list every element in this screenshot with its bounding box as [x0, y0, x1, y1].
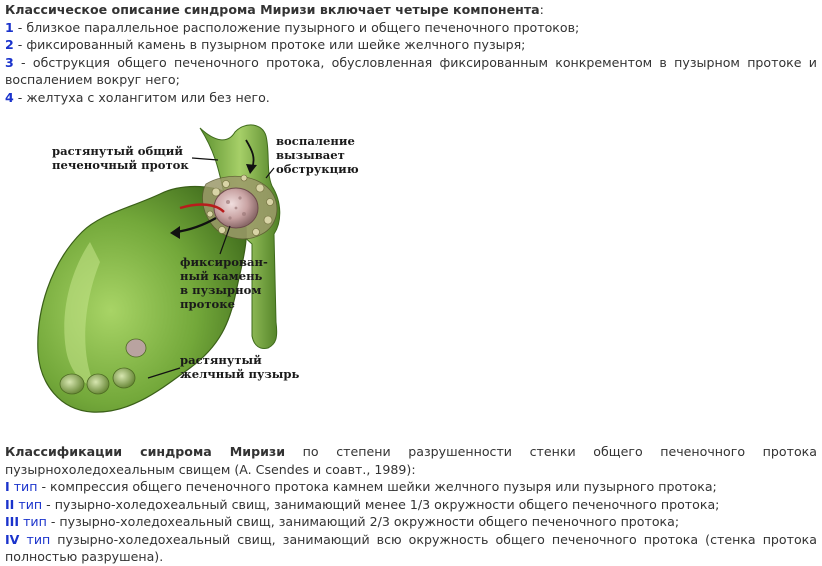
classification-title: Классификации синдрома Миризи — [5, 444, 286, 459]
classification-section — [5, 443, 817, 566]
intro-item-text: - фиксированный камень в пузырном протоке или шейке желчного пузыря; — [13, 37, 526, 52]
classification-type — [5, 531, 817, 566]
type-word: тип — [19, 514, 47, 529]
intro-item-text: - близкое параллельное расположение пузырного и общего печеночного протоков; — [13, 19, 580, 35]
type-word: тип — [14, 496, 43, 512]
type-word: тип — [19, 531, 51, 547]
type-roman: IV — [5, 531, 20, 547]
label-stone-3: в пузырном — [180, 283, 262, 297]
intro-section — [5, 1, 817, 106]
type-word: тип — [9, 479, 38, 494]
label-stone-2: ный камень — [180, 269, 263, 283]
type-text: - пузырно-холедохеальный свищ, занимающий 2/3 окружности общего печеночного протока; — [46, 514, 680, 529]
type-label — [5, 497, 42, 512]
intro-item-number: 2 — [5, 37, 14, 52]
intro-item — [5, 36, 817, 54]
type-roman: I — [5, 479, 10, 494]
intro-item-number: 3 — [5, 54, 14, 70]
type-text: пузырно-холедохеальный свищ, занимающий всю окружность общего печеночного протока (стенка протока полностью разрушена). — [5, 531, 817, 564]
intro-title: Классическое описание синдрома Миризи включает четыре компонента — [5, 2, 540, 17]
label-stone-1: фиксирован- — [180, 255, 268, 269]
label-bladder-2: желчный пузырь — [180, 367, 300, 381]
classification-intro-text: по степени разрушенности стенки общего печеночного протока пузырнохоледохеальным свищем (A. Csendes и соавт., 1989): — [5, 444, 817, 477]
type-text: - компрессия общего печеночного протока камнем шейки желчного пузыря или пузырного протока; — [37, 479, 717, 494]
intro-item — [5, 19, 817, 37]
type-label — [5, 532, 50, 547]
mirizzi-illustration — [30, 122, 370, 422]
label-hepatic-duct-1: растянутый общий — [52, 144, 183, 158]
intro-item-number: 4 — [5, 89, 14, 105]
label-stone-4: протоке — [180, 297, 235, 311]
intro-item-number: 1 — [5, 19, 14, 35]
label-inflammation-2: вызывает — [276, 148, 345, 162]
type-label — [5, 514, 47, 529]
label-inflammation-1: воспаление — [276, 134, 355, 148]
classification-type — [5, 513, 817, 531]
label-hepatic-duct-2: печеночный проток — [52, 158, 189, 172]
type-roman: III — [5, 514, 20, 529]
intro-heading — [5, 1, 817, 19]
intro-item-text: - желтуха с холангитом или без него. — [13, 89, 270, 105]
intro-item — [5, 89, 817, 107]
type-roman: II — [5, 496, 15, 512]
type-text: - пузырно-холедохеальный свищ, занимающий менее 1/3 окружности общего печеночного протока; — [42, 496, 720, 512]
intro-item — [5, 54, 817, 89]
intro-title-suffix: : — [539, 2, 544, 17]
label-bladder-1: растянутый — [180, 353, 262, 367]
type-label — [5, 479, 37, 494]
classification-type — [5, 478, 817, 496]
classification-type — [5, 496, 817, 514]
classification-intro — [5, 443, 817, 478]
intro-item-text: - обструкция общего печеночного протока, обусловленная фиксированным конкрементом в пузырном протоке и воспалением вокруг него; — [5, 54, 817, 87]
label-inflammation-3: обструкцию — [276, 162, 359, 176]
leader-line — [192, 158, 218, 160]
